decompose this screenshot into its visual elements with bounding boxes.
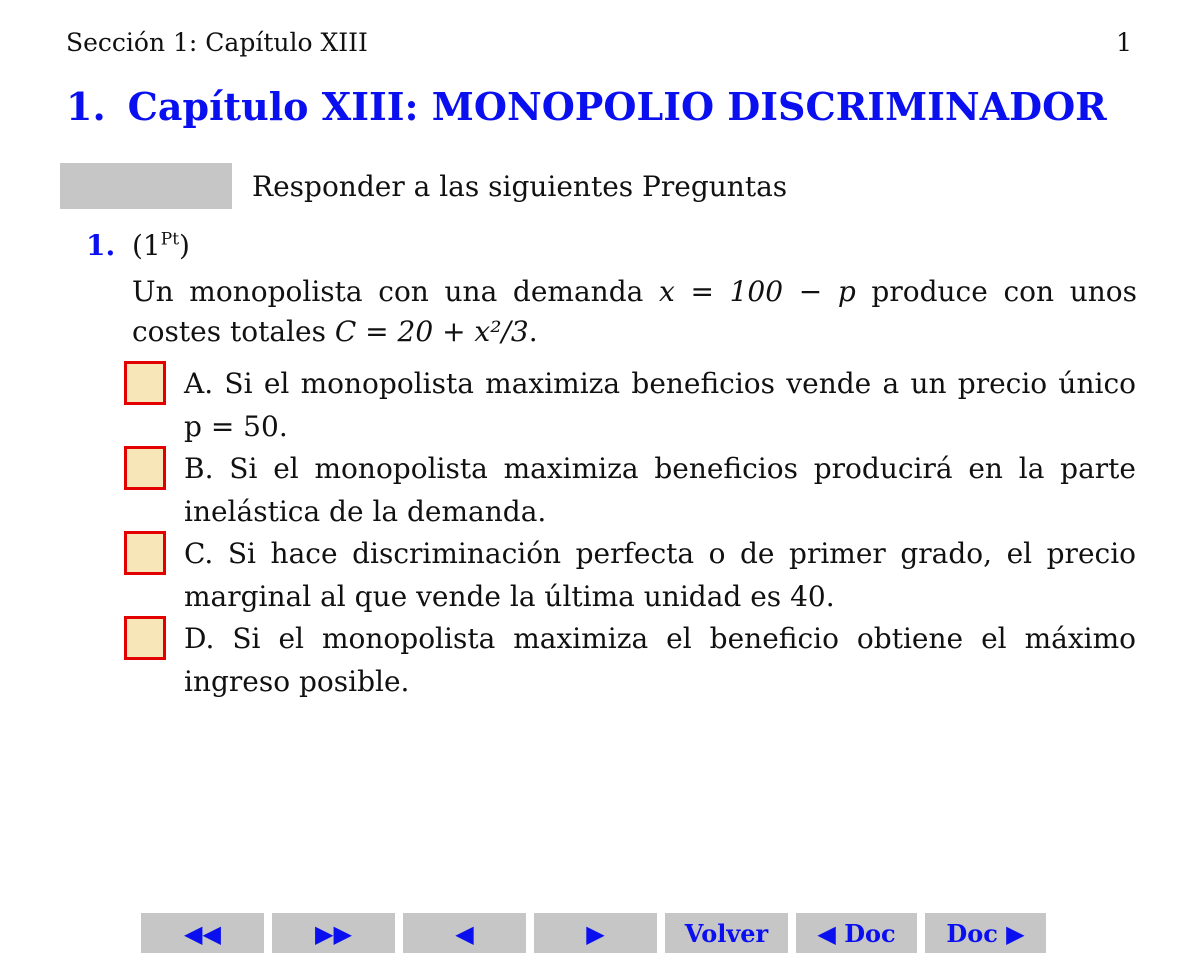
option-b-body: Si el monopolista maximiza beneficios producirá en la parte inelástica de la demanda.	[184, 452, 1136, 528]
option-c-label: C.	[184, 537, 214, 570]
question-text-part2: produce con unos costes totales	[132, 275, 1137, 348]
option-a-label: A.	[184, 367, 214, 400]
option-c-body: Si hace discriminación perfecta o de primer grado, el precio marginal al que vende la última unidad es 40.	[184, 537, 1137, 613]
running-header	[66, 28, 1132, 57]
question-text-part3: .	[528, 315, 538, 348]
option-d-text	[184, 617, 1136, 703]
option-b-checkbox[interactable]	[124, 446, 166, 490]
option-b	[124, 443, 1136, 528]
points-sup: Pt	[160, 229, 180, 250]
question-number: 1.	[86, 229, 116, 262]
demand-formula: x = 100 − p	[659, 275, 856, 308]
option-c-checkbox[interactable]	[124, 531, 166, 575]
back-button[interactable]: Volver	[665, 913, 788, 953]
question-points	[132, 229, 190, 262]
points-close: )	[179, 229, 190, 262]
option-d-checkbox[interactable]	[124, 616, 166, 660]
option-c-text	[184, 532, 1136, 618]
running-title: Sección 1: Capítulo XIII	[66, 28, 368, 57]
option-d-label: D.	[184, 622, 215, 655]
option-a-checkbox[interactable]	[124, 361, 166, 405]
first-page-button[interactable]: ◀◀	[141, 913, 264, 953]
next-page-button[interactable]: ▶	[534, 913, 657, 953]
cost-formula: C = 20 + x²/3	[334, 315, 529, 348]
option-d-body: Si el monopolista maximiza el beneficio obtiene el máximo ingreso posible.	[184, 622, 1136, 698]
instruction-bar	[60, 163, 232, 209]
option-d	[124, 613, 1136, 698]
doc-next-button[interactable]: Doc ▶	[925, 913, 1046, 953]
page-number: 1	[1116, 28, 1132, 57]
section-title-text: Capítulo XIII: MONOPOLIO DISCRIMINADOR	[127, 84, 1107, 129]
section-number: 1.	[66, 84, 106, 129]
option-a	[124, 358, 1136, 443]
answer-options	[124, 358, 1136, 698]
question-text-part1: Un monopolista con una demanda	[132, 275, 659, 308]
option-a-body: Si el monopolista maximiza beneficios vende a un precio único p = 50.	[184, 367, 1136, 443]
option-b-label: B.	[184, 452, 214, 485]
doc-previous-button[interactable]: ◀ Doc	[796, 913, 917, 953]
section-title	[66, 84, 1186, 129]
option-a-text	[184, 362, 1136, 448]
question-text	[132, 272, 1137, 352]
option-b-text	[184, 447, 1136, 533]
last-page-button[interactable]: ▶▶	[272, 913, 395, 953]
previous-page-button[interactable]: ◀	[403, 913, 526, 953]
points-open: (1	[132, 229, 161, 262]
navigation-bar	[141, 913, 1046, 953]
instruction-text: Responder a las siguientes Preguntas	[252, 170, 788, 203]
option-c	[124, 528, 1136, 613]
